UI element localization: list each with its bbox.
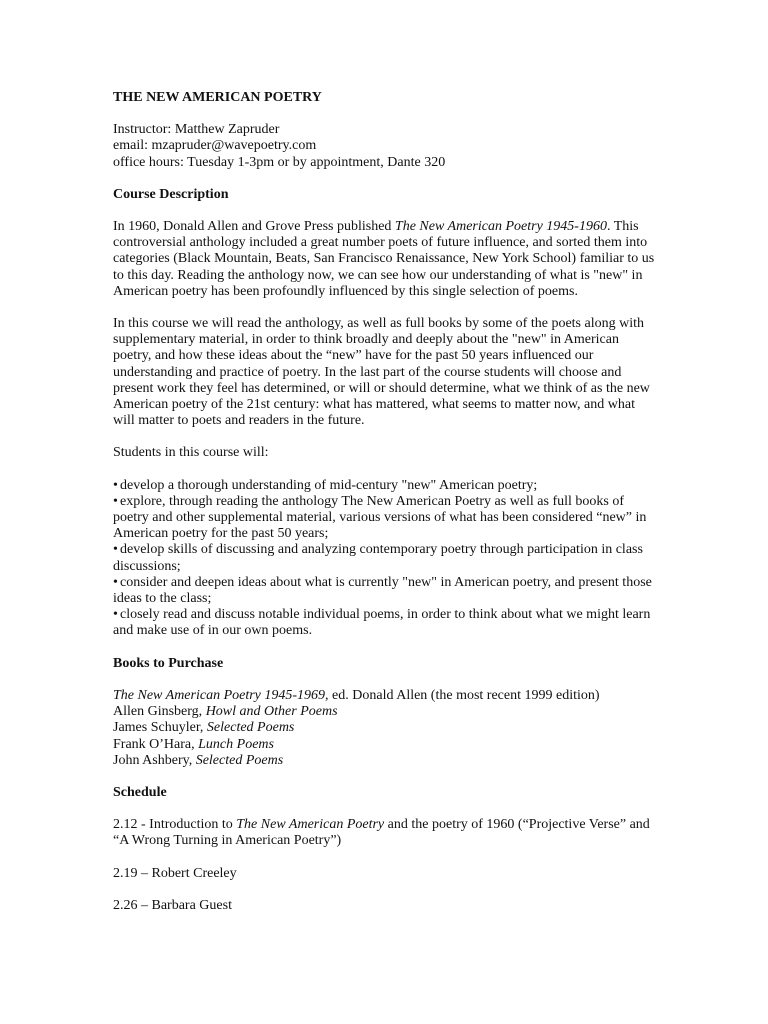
course-description-paragraph-1	[113, 219, 658, 300]
schedule-item-1-after: and the poetry of 1960 (“Projective Verse” and “A Wrong Turning in American Poetry”)	[113, 817, 650, 849]
instructor-name: Instructor: Matthew Zapruder	[113, 122, 280, 138]
bullet-icon: •	[113, 477, 118, 493]
book-title: Selected Poems	[206, 720, 295, 736]
students-intro: Students in this course will:	[113, 445, 269, 461]
books-list	[113, 688, 658, 769]
book-author: Frank O’Hara,	[113, 736, 199, 752]
syllabus-page	[113, 90, 658, 914]
learning-goal-text: consider and deepen ideas about what is currently "new" in American poetry, and present those ideas to the class;	[113, 574, 652, 607]
schedule-item-3: 2.26 – Barbara Guest	[113, 897, 232, 913]
book-item	[113, 704, 658, 720]
books-heading: Books to Purchase	[113, 655, 224, 671]
document-title: THE NEW AMERICAN POETRY	[113, 90, 322, 105]
learning-goal-text: explore, through reading the anthology The New American Poetry as well as full books of poetry and other supplemental material, various versions of what has been considered “new” in American poetry for the past 50 years;	[113, 493, 647, 542]
bullet-icon: •	[113, 574, 118, 590]
course-description-paragraph-2: In this course we will read the anthology, as well as full books by some of the poets along with supplementary material, in order to think broadly and deeply about the "new" in American poetry, and how these ideas about the “new” have for the past 50 years influenced our understanding and practice of poetry. In the last part of the course students will choose and present work they feel has determined, or will or should determine, what we think of as the new American poetry of the 21st century: what has mattered, what seems to matter now, and what will matter to poets and readers in the future.	[113, 316, 650, 429]
para1-text-after: . This controversial anthology included a great number poets of future influence, and sorted them into categories (Black Mountain, Beats, San Francisco Renaissance, New York School) familiar to us to this day. Reading the anthology now, we can see how our understanding of what is "new" in American poetry has been profoundly influenced by this single selection of poems.	[113, 219, 655, 299]
learning-goal-text: develop skills of discussing and analyzing contemporary poetry through participation in class discussions;	[113, 542, 643, 574]
office-hours: office hours: Tuesday 1-3pm or by appointment, Dante 320	[113, 154, 446, 170]
learning-goal-item	[113, 494, 658, 543]
bullet-icon: •	[113, 542, 118, 558]
book-author: Allen Ginsberg,	[113, 704, 206, 720]
instructor-block	[113, 122, 658, 171]
anthology-title: The New American Poetry 1945-1960	[394, 219, 607, 235]
learning-goal-item	[113, 575, 658, 607]
book-item	[113, 688, 658, 704]
schedule-heading: Schedule	[113, 784, 167, 800]
learning-goal-item	[113, 542, 658, 574]
bullet-icon: •	[113, 607, 118, 623]
learning-goals-list	[113, 478, 658, 640]
book-title: Howl and Other Poems	[205, 704, 338, 720]
learning-goal-item	[113, 478, 658, 494]
para1-text-before: In 1960, Donald Allen and Grove Press published	[113, 219, 395, 235]
schedule-item-1-before: 2.12 - Introduction to	[113, 817, 237, 833]
learning-goal-text: develop a thorough understanding of mid-century "new" American poetry;	[120, 477, 538, 493]
book-title: Selected Poems	[195, 752, 284, 768]
schedule-item-1-title: The New American Poetry	[236, 817, 385, 833]
course-description-heading: Course Description	[113, 186, 229, 202]
bullet-icon: •	[113, 493, 118, 509]
book-author: James Schuyler,	[113, 720, 207, 736]
book-title: Lunch Poems	[198, 736, 274, 752]
book-item	[113, 720, 658, 736]
schedule-item-2: 2.19 – Robert Creeley	[113, 865, 237, 881]
book-item	[113, 737, 658, 753]
book-item	[113, 753, 658, 769]
learning-goal-text: closely read and discuss notable individual poems, in order to think about what we might learn and make use of in our own poems.	[113, 607, 651, 639]
learning-goal-item	[113, 607, 658, 639]
schedule-item-1	[113, 817, 658, 849]
book-author: John Ashbery,	[113, 752, 196, 768]
book-title: The New American Poetry 1945-1969	[113, 687, 326, 703]
book-note: , ed. Donald Allen (the most recent 1999 edition)	[325, 687, 600, 703]
instructor-email: email: mzapruder@wavepoetry.com	[113, 138, 317, 154]
